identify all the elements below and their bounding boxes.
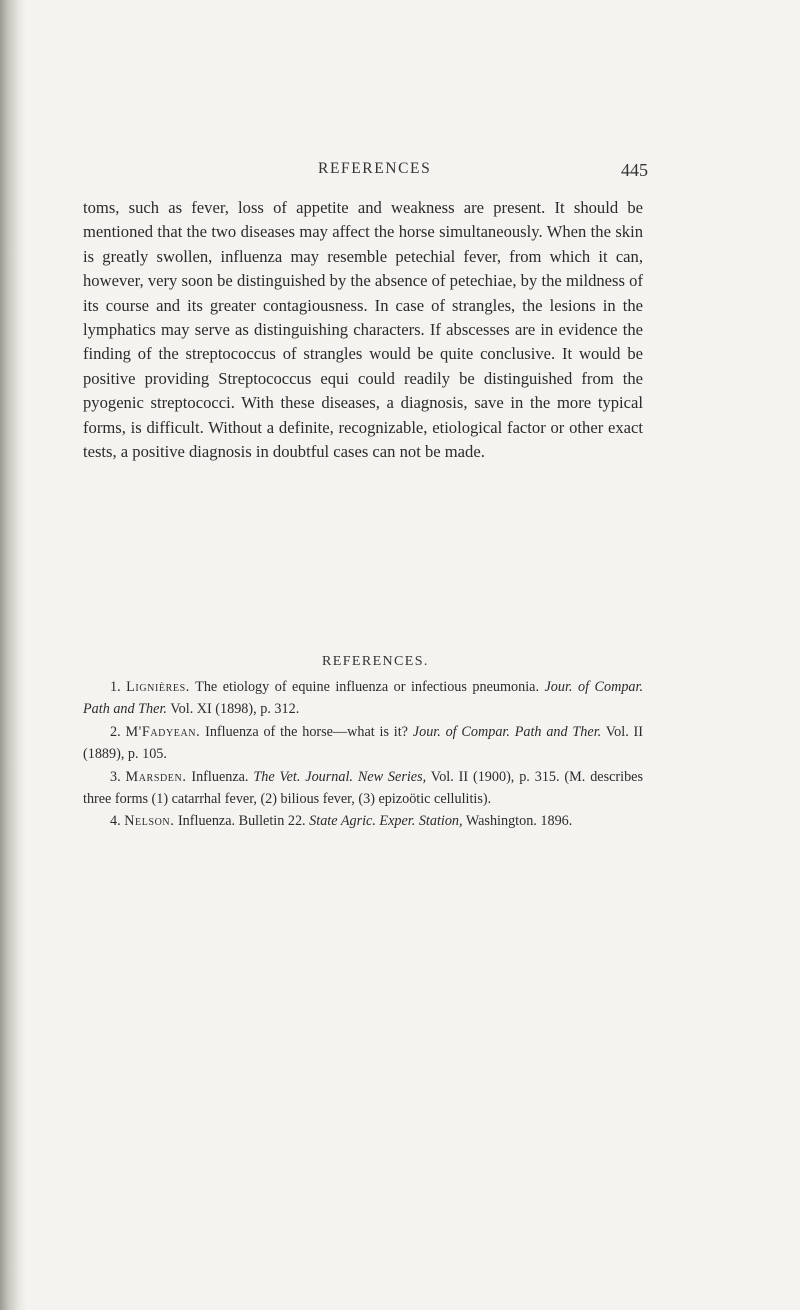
reference-details: Vol. XI (1898), p. 312. (166, 701, 300, 718)
reference-title: Influenza of the horse—what is it? (200, 723, 413, 740)
body-text (83, 196, 643, 464)
reference-journal: The Vet. Journal. New Series, (253, 768, 427, 785)
references-heading: REFERENCES. (322, 654, 429, 669)
page-number: 445 (621, 160, 648, 180)
reference-number: 1. (110, 679, 121, 695)
reference-journal: Jour. of Compar. Path and Ther. (412, 723, 602, 740)
reference-number: 3. (110, 768, 121, 785)
reference-author: Marsden. (125, 768, 187, 785)
reference-details: Vol. II (1889), p. 105. (83, 723, 643, 763)
reference-item (83, 766, 643, 811)
reference-list (83, 676, 643, 833)
reference-author: Nelson. (124, 813, 175, 830)
page-header (0, 160, 800, 184)
reference-number: 2. (110, 723, 121, 740)
reference-journal: State Agric. Exper. Station, (309, 813, 463, 830)
reference-title: Influenza. Bulletin 22. (174, 813, 310, 830)
reference-journal: Jour. of Compar. Path and Ther. (83, 679, 644, 718)
reference-details: Vol. II (1900), p. 315. (M. describes three forms (1) catarrhal fever, (2) bilious fever, (3) epizoötic cellulitis). (83, 768, 643, 808)
body-paragraph: toms, such as fever, loss of appetite and weakness are present. It should be mentioned that the two diseases may affect the horse simultaneously. When the skin is greatly swollen, influenza may resemble petechial fever, from which it can, however, very soon be distinguished by the absence of petechiae, by the mildness of its course and its greater contagiousness. In case of strangles, the lesions in the lymphatics may serve as distinguishing characters. If abscesses are in evidence the finding of the streptococcus of strangles would be quite conclusive. It would be positive providing Streptococcus equi could readily be distinguished from the pyogenic streptococci. With these diseases, a diagnosis, save in the more typical forms, is difficult. Without a definite, recognizable, etiological factor or other exact tests, a positive diagnosis in doubtful cases can not be made. (83, 198, 643, 462)
page-edge-shadow (0, 0, 26, 1310)
reference-number: 4. (110, 813, 121, 830)
reference-item (83, 676, 643, 721)
reference-title: The etiology of equine influenza or infectious pneumonia. (189, 679, 545, 695)
reference-author: Lignières. (126, 679, 190, 695)
reference-item (83, 721, 643, 766)
running-title: REFERENCES (318, 160, 432, 177)
reference-item (83, 810, 643, 832)
reference-title: Influenza. (186, 768, 254, 785)
reference-details: Washington. 1896. (462, 813, 573, 830)
reference-author: M'Fadyean. (125, 723, 201, 740)
